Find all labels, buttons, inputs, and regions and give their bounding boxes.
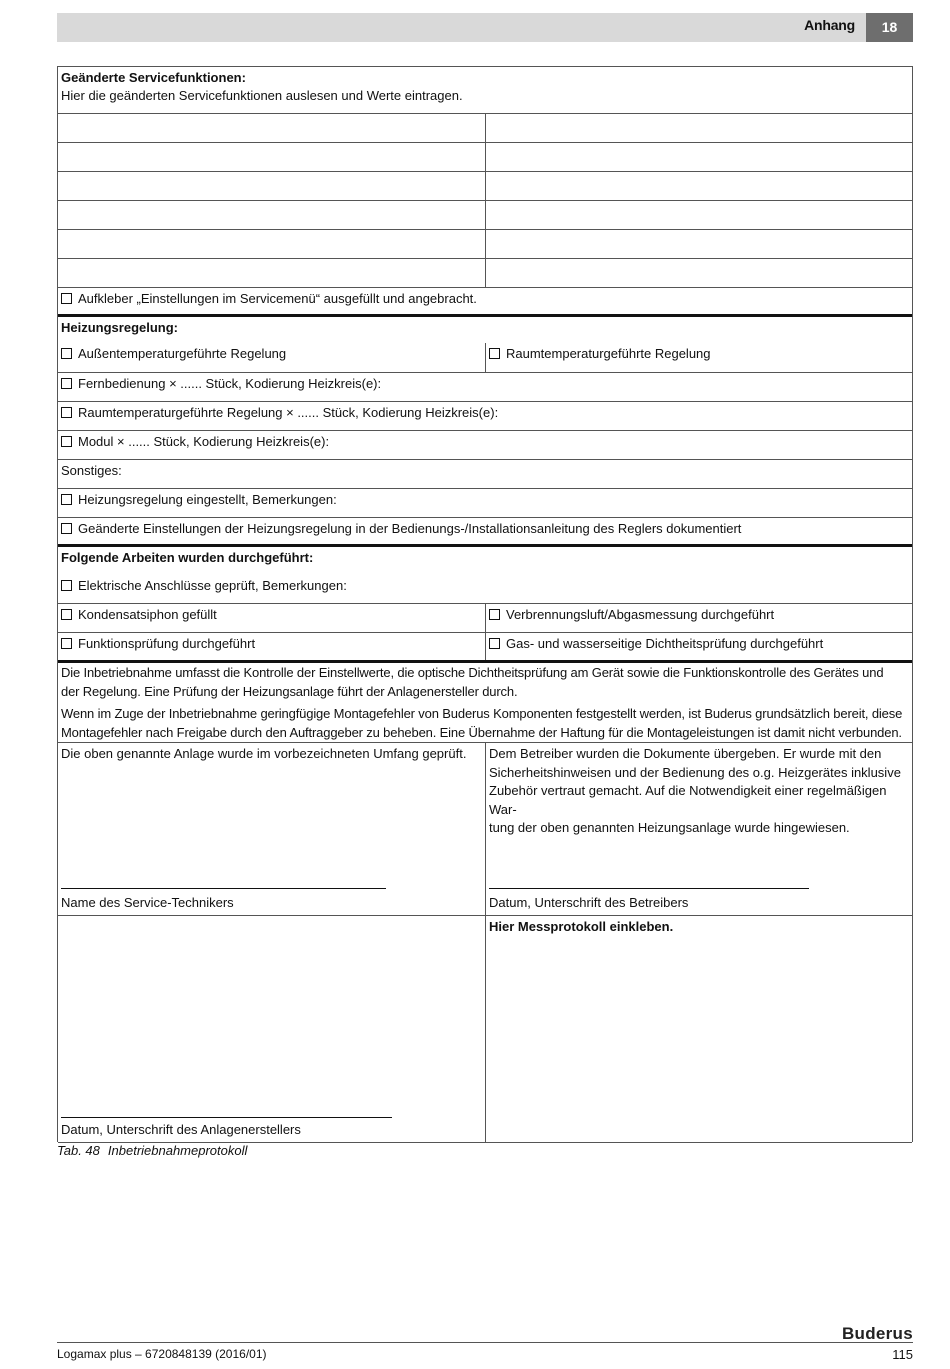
- entry-field-right[interactable]: [486, 114, 912, 142]
- room-units-label: Raumtemperaturgeführte Regelung × ...... Stück, Kodierung Heizkreis(e):: [78, 405, 499, 420]
- entry-field-right[interactable]: [486, 143, 912, 171]
- signature-row: [58, 743, 912, 916]
- commissioning-form: [57, 66, 913, 1142]
- checkbox[interactable]: [61, 638, 72, 649]
- installer-label: Datum, Unterschrift des Anlagenerstellers: [61, 1122, 301, 1137]
- works-row-1: [58, 604, 912, 633]
- signature-line: [489, 888, 809, 889]
- entry-field-right[interactable]: [486, 201, 912, 229]
- sticker-row: [58, 288, 912, 317]
- operator-label: Datum, Unterschrift des Betreibers: [489, 895, 689, 910]
- caption-number: Tab. 48: [57, 1143, 100, 1158]
- siphon-label: Kondensatsiphon gefüllt: [78, 607, 217, 622]
- control-set-row: [58, 489, 912, 518]
- service-functions-header: [58, 67, 912, 114]
- chapter-number: 18: [866, 13, 913, 42]
- signature-line: [61, 1117, 392, 1118]
- service-functions-instruction: Hier die geänderten Servicefunktionen auslesen und Werte eintragen.: [61, 88, 463, 103]
- note-2-line-2: Montagefehler nach Freigabe durch den Auftraggeber zu beheben. Eine Übernahme der Haftung für die Montageleistungen ist damit nicht verbunden.: [61, 724, 902, 740]
- other-label: Sonstiges:: [61, 463, 122, 478]
- handover-line-3: Zubehör vertraut gemacht. Auf die Notwendigkeit einer regelmäßigen War-: [489, 783, 887, 817]
- header-bar: [57, 13, 913, 42]
- entry-field-left[interactable]: [58, 143, 486, 171]
- remote-control-label: Fernbedienung × ...... Stück, Kodierung Heizkreis(e):: [78, 376, 382, 391]
- entry-row: [58, 143, 912, 172]
- table-caption: [57, 1143, 247, 1158]
- checkbox[interactable]: [61, 436, 72, 447]
- handover-line-1: Dem Betreiber wurden die Dokumente übergeben. Er wurde mit den: [489, 746, 882, 761]
- works-row-2: [58, 633, 912, 663]
- caption-text: Inbetriebnahmeprotokoll: [107, 1143, 248, 1158]
- checkbox[interactable]: [61, 580, 72, 591]
- control-set-label: Heizungsregelung eingestellt, Bemerkungen:: [78, 492, 337, 507]
- remote-control-row: [58, 373, 912, 402]
- checkbox[interactable]: [489, 609, 500, 620]
- works-header-row: [58, 547, 912, 604]
- checkbox[interactable]: [61, 523, 72, 534]
- entry-field-left[interactable]: [58, 259, 486, 287]
- entry-field-left[interactable]: [58, 201, 486, 229]
- leak-test-label: Gas- und wasserseitige Dichtheitsprüfung durchgeführt: [506, 636, 824, 651]
- note-1-line-2: der Regelung. Eine Prüfung der Heizungsanlage führt der Anlagenersteller durch.: [61, 683, 518, 699]
- handover-line-4: tung der oben genannten Heizungsanlage wurde hingewiesen.: [489, 820, 850, 835]
- outdoor-control-cell: [58, 343, 486, 373]
- signature-line: [61, 888, 386, 889]
- entry-field-right[interactable]: [486, 172, 912, 200]
- document-reference: Logamax plus – 6720848139 (2016/01): [57, 1347, 267, 1361]
- footer-divider: [57, 1342, 913, 1343]
- entry-field-left[interactable]: [58, 114, 486, 142]
- entry-row: [58, 114, 912, 143]
- room-units-row: [58, 402, 912, 431]
- checkbox[interactable]: [489, 638, 500, 649]
- entry-field-left[interactable]: [58, 172, 486, 200]
- entry-row: [58, 230, 912, 259]
- brand-logo: Buderus: [841, 1324, 913, 1343]
- operator-cell: [486, 743, 912, 915]
- outdoor-control-label: Außentemperaturgeführte Regelung: [78, 346, 287, 361]
- checkbox[interactable]: [489, 348, 500, 359]
- works-title: Folgende Arbeiten wurden durchgeführt:: [61, 550, 314, 565]
- function-test-label: Funktionsprüfung durchgeführt: [78, 636, 256, 651]
- protocol-label: Hier Messprotokoll einkleben.: [489, 919, 674, 934]
- page-number: 115: [892, 1347, 913, 1362]
- documented-label: Geänderte Einstellungen der Heizungsregelung in der Bedienungs-/Installationsanleitung des Reglers dokumentiert: [78, 521, 742, 536]
- technician-cell: [58, 743, 486, 915]
- note-2-line-1: Wenn im Zuge der Inbetriebnahme geringfügige Montagefehler von Buderus Komponenten festgestellt werden, ist Buderus grundsätzlich bereit, diese: [61, 706, 903, 721]
- electrical-label: Elektrische Anschlüsse geprüft, Bemerkungen:: [78, 578, 347, 593]
- flue-label: Verbrennungsluft/Abgasmessung durchgeführt: [506, 607, 775, 622]
- heating-control-title: Heizungsregelung:: [61, 320, 179, 335]
- handover-line-2: Sicherheitshinweisen und der Bedienung des o.g. Heizgerätes inklusive: [489, 764, 901, 780]
- checked-statement: Die oben genannte Anlage wurde im vorbezeichneten Umfang geprüft.: [61, 746, 467, 761]
- entry-row: [58, 201, 912, 230]
- entry-row: [58, 172, 912, 201]
- notes-row: [58, 663, 912, 743]
- module-label: Modul × ...... Stück, Kodierung Heizkreis(e):: [78, 434, 330, 449]
- note-1-line-1: Die Inbetriebnahme umfasst die Kontrolle der Einstellwerte, die optische Dichtheitsprüfung am Gerät sowie die Funktionskontrolle des Gerätes und: [61, 665, 884, 680]
- section-title: Anhang: [804, 17, 855, 33]
- checkbox[interactable]: [61, 378, 72, 389]
- installer-cell: [58, 916, 486, 1142]
- entry-row: [58, 259, 912, 288]
- room-control-label: Raumtemperaturgeführte Regelung: [506, 346, 711, 361]
- installer-row: [58, 916, 912, 1143]
- entry-field-right[interactable]: [486, 259, 912, 287]
- checkbox[interactable]: [61, 609, 72, 620]
- checkbox[interactable]: [61, 407, 72, 418]
- protocol-cell: [486, 916, 912, 1142]
- sticker-label: Aufkleber „Einstellungen im Servicemenü“ ausgefüllt und angebracht.: [78, 291, 477, 306]
- checkbox[interactable]: [61, 494, 72, 505]
- heating-control-row: [58, 317, 912, 373]
- documented-row: [58, 518, 912, 547]
- module-row: [58, 431, 912, 460]
- technician-label: Name des Service-Technikers: [61, 895, 234, 910]
- checkbox[interactable]: [61, 348, 72, 359]
- entry-field-left[interactable]: [58, 230, 486, 258]
- room-control-cell: [486, 343, 912, 373]
- checkbox[interactable]: [61, 293, 72, 304]
- entry-field-right[interactable]: [486, 230, 912, 258]
- other-row: [58, 460, 912, 489]
- service-functions-title: Geänderte Servicefunktionen:: [61, 70, 246, 85]
